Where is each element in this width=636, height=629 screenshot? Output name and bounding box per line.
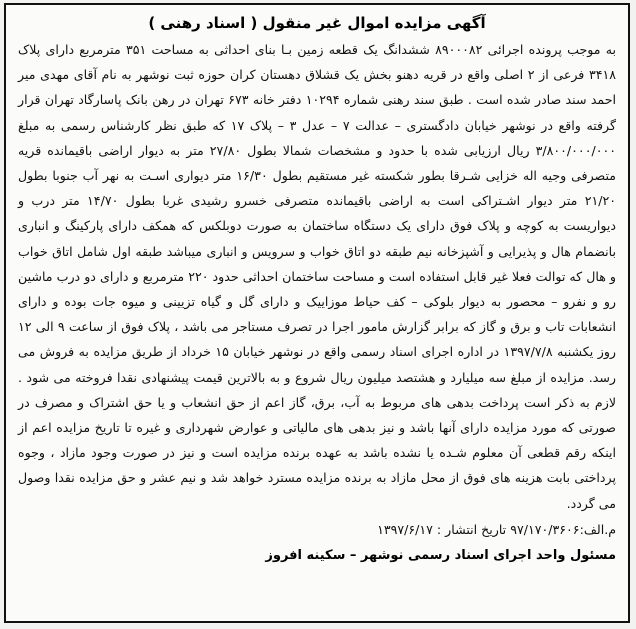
notice-signature: مسئول واحد اجرای اسناد رسمی نوشهر – سکینه افروز xyxy=(265,547,616,563)
notice-body xyxy=(6,37,628,516)
notice-reference-line: م.الف:۹۷/۱۷۰/۳۶۰۶ تاریخ انتشار : ۱۳۹۷/۶/۱۷ xyxy=(377,521,616,537)
notice-title: آگهی مزایده اموال غیر منقول ( اسناد رهنی ) xyxy=(148,14,486,32)
auction-notice xyxy=(4,3,630,623)
notice-body-text: به موجب پرونده اجرائی ۸۹۰۰۰۸۲ ششدانگ یک قطعه زمین بـا بنای احداثی به مساحت ۳۵۱ مترمربع دارای پلاک ۳۴۱۸ فرعی از ۲ اصلی واقع در قریه دهنو بخش یک قشلاق دهستان کران حوزه ثبت نوشهر به نام آقای مهدی میر احمد سند صادر شده است . طبق سند رهنی شماره ۱۰۲۹۴ دفتر خانه ۶۷۳ تهران در رهن بانک پاسارگاد تهران قرار گرفته واقع در نوشهر خیابان دادگستری – عدالت ۷ – عدل ۳ – پلاک ۱۷ که طبق نظر کارشناس رسمی به مبلغ ۳/۸۰۰/۰۰۰/۰۰۰ ریال ارزیابی شده با حدود و مشخصات شمالا بطول ۲۷/۸۰ متر به دیوار اراضی باقیمانده قریه متصرفی وجیه اله خزایی شـرقا بطور شکسته غیر مستقیم بطول ۱۶/۳۰ متر دیواری اسـت به نهر آب جنوبا بطول ۲۱/۲۰ متر دیوار اشـتراکی است به اراضی باقیمانده متصرفی خسرو رشیدی غربا بطول ۱۴/۷۰ متر درب و دیواریست به کوچه و پلاک فوق دارای یک دستگاه ساختمان به صورت دوبلکس که همکف دارای پارکینگ و انباری بانضمام هال و پذیرایی و آشپزخانه نیم طبقه دو اتاق خواب و سرویس و انباری میباشد طبقه اول شامل اتاق خواب و هال که توالت فعلا غیر قابل استفاده است و مساحت ساختمان احداثی حدود ۲۲۰ مترمربع و دارای دو درب ماشین رو و نفرو – محصور به دیوار بلوکی – کف حیاط موزاییک و دارای گل و گیاه تزیینی و میوه جات بوده و دارای انشعابات تاب و برق و گاز که برابر گزارش مامور اجرا در تصرف مستاجر می باشد ، پلاک فوق از ساعت ۹ الی ۱۲ روز یکشنبه ۱۳۹۷/۷/۸ در اداره اجرای اسناد رسمی واقع در نوشهر خیابان ۱۵ خرداد از طریق مزایده به فروش می رسد. مزایده از مبلغ سه میلیارد و هشتصد میلیون ریال شروع و به بالاترین قیمت پیشنهادی نقدا فروخته می شود . لازم به ذکر است پرداخت بدهی های مربوط به آب، برق، گاز اعم از حق انشعاب و یا حق اشتراک و مصرف در صورتی که مورد مزایده دارای آنها باشد و نیز بدهی های مالیاتی و عوارض شهرداری و غیره تا تاریخ مزایده اعم از اینکه رقم قطعی آن معلوم شـده یا نشده باشد به عهده برنده مزایده است و نیز در صورت وجود مازاد ، وجوه پرداختی بابت هزینه های فوق از محل مازاد به برنده مزایده مسترد خواهد شد و نیم عشر و حق مزایده نقدا وصول می گردد. xyxy=(18,42,617,511)
